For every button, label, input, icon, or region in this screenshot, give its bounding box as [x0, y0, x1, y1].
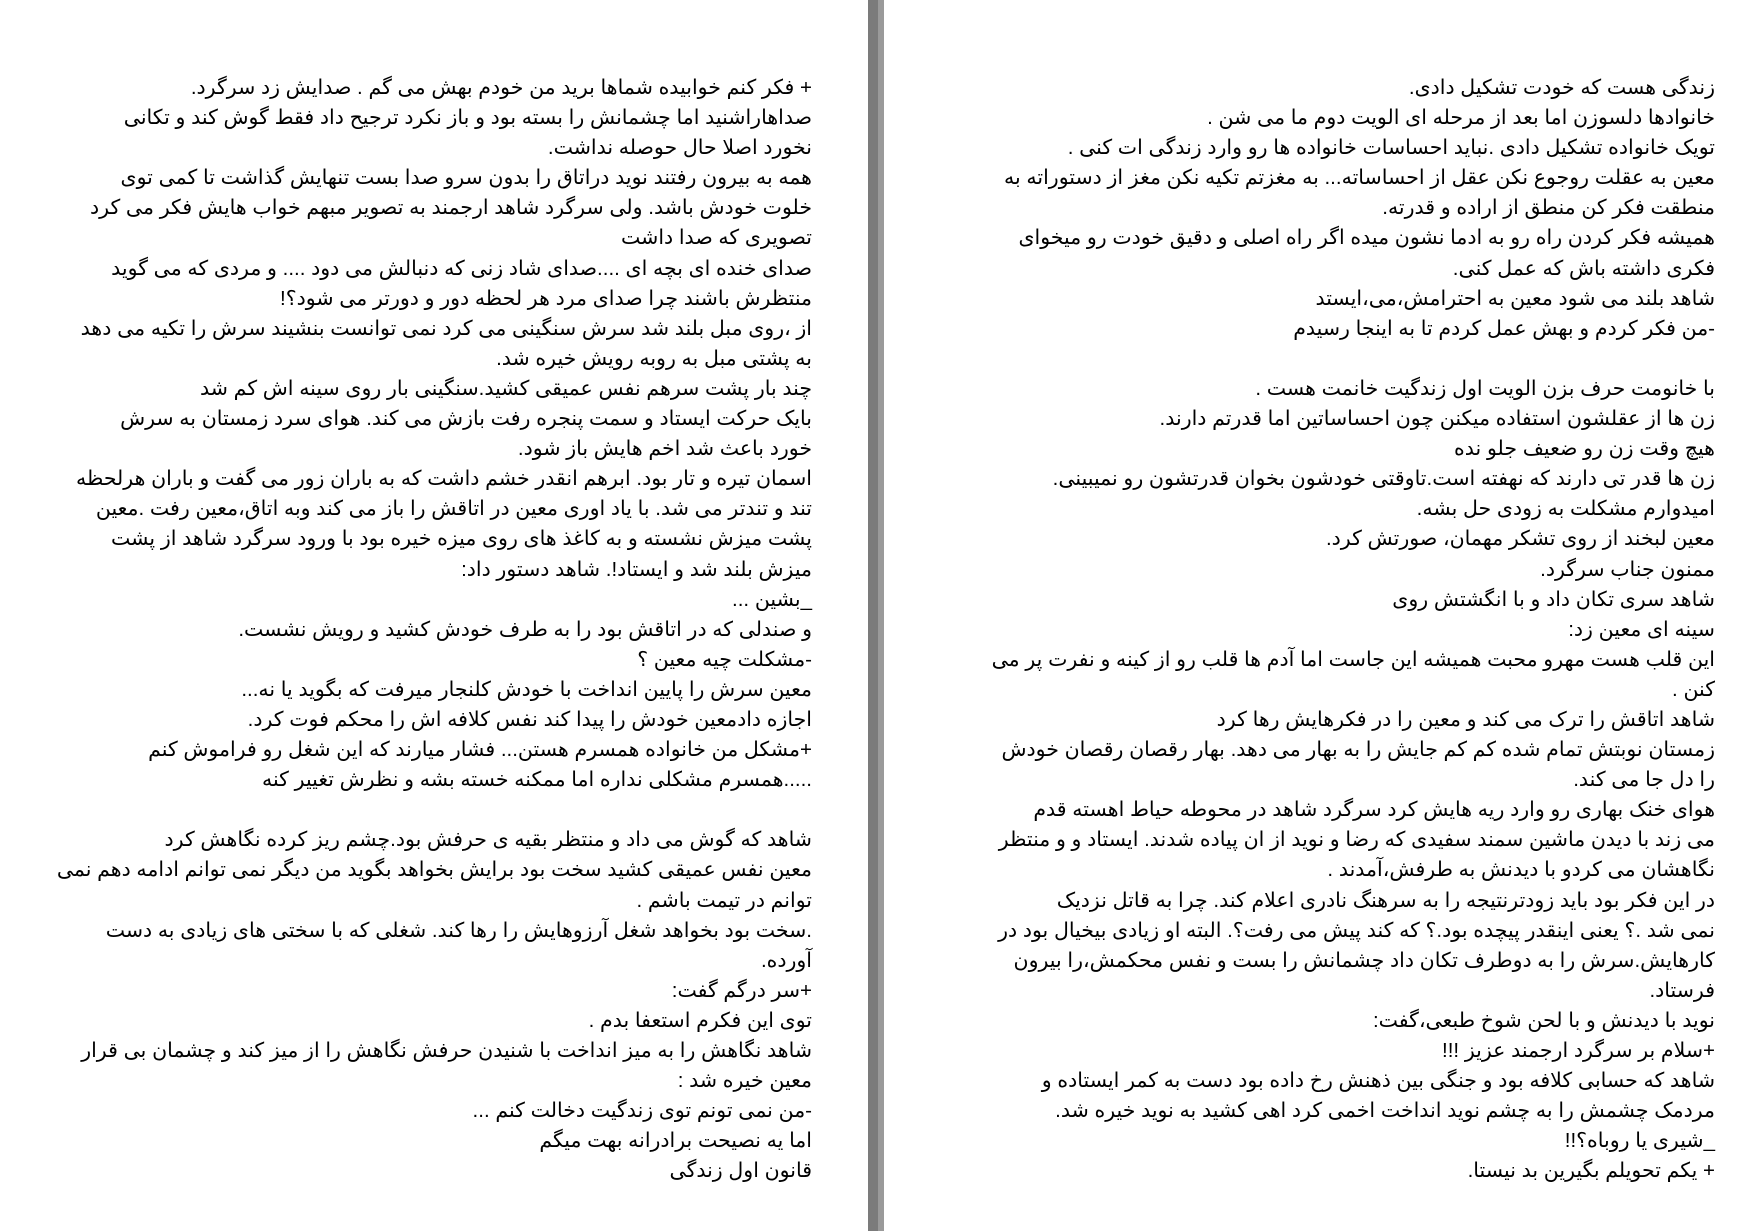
text-line: اسمان تیره و تار بود. ابرهم انقدر خشم داشت که به باران زور می گفت و باران هرلحظه — [76, 467, 812, 491]
text-line: زن ها از عقلشون استفاده میکنن چون احساساتین اما قدرتم دارند. — [1159, 407, 1715, 431]
text-line: شاهد نگاهش را به میز انداخت با شنیدن حرفش نگاهش را از میز کند و چشمان بی قرار — [81, 1039, 812, 1062]
text-line: هوای خنک بهاری رو وارد ریه هایش کرد سرگرد شاهد در محوطه حیاط اهسته قدم — [1033, 798, 1715, 822]
text-line: ممنون جناب سرگرد. — [1540, 557, 1715, 581]
text-line: به پشتی مبل به روبه رویش خیره شد. — [496, 346, 812, 370]
text-line: نمی شد .؟ یعنی اینقدر پیچده بود.؟ که کند پیش می رفت؟. البته او زیادی بیخیال بود در — [998, 918, 1715, 942]
text-line: و صندلی که در اتاقش بود را به طرف خودش کشید و رویش نشست. — [238, 617, 812, 641]
text-line: توانم در تیمت باشم . — [636, 888, 812, 912]
text-line: معین لبخند از روی تشکر مهمان، صورتش کرد. — [1325, 527, 1715, 551]
text-line: نگاهشان می کردو با دیدنش به طرفش،آمدند . — [1327, 858, 1715, 882]
text-line: نخورد اصلا حال حوصله نداشت. — [547, 136, 812, 160]
text-line: شاهد اتاقش را ترک می کند و معین را در فکرهایش رها کرد — [1216, 707, 1715, 731]
text-line: آورده. — [760, 948, 812, 972]
text-line: تند و تندتر می شد. با یاد اوری معین در اتاقش را باز می کند وبه اتاق،معین رفت .معین — [95, 497, 812, 521]
text-line: صدای خنده ای بچه ای ....صدای شاد زنی که دنبالش می دود .... و مردی که می گوید — [111, 256, 812, 280]
text-line: مردمک چشمش را به چشم نوید انداخت اخمی کرد اهی کشید به نوید خیره شد. — [1055, 1099, 1715, 1123]
text-line: زن ها قدر تی دارند که نهفته است.تاوقتی خودشون بخوان قدرتشون رو نمیبینی. — [1052, 467, 1715, 491]
text-line: خانوادها دلسوزن اما بعد از مرحله ای الویت دوم ما می شن . — [1207, 106, 1715, 130]
text-line: شاهد بلند می شود معین به احترامش،می،ایستد — [1315, 286, 1715, 310]
text-line: .....همسرم مشکلی نداره اما ممکنه خسته بشه و نظرش تغییر کنه — [262, 768, 812, 792]
text-line: خلوت خودش باشد. ولی سرگرد شاهد ارجمند به تصویر مبهم خواب هایش فکر می کرد — [90, 196, 812, 220]
text-line: بایک حرکت ایستاد و سمت پنجره رفت بازش می کند. هوای سرد زمستان به سرش — [120, 407, 812, 431]
text-line: می زند با دیدن ماشین سمند سفیدی که رضا و نوید از ان پیاده شدند. ایستاد و و منتظر — [998, 828, 1715, 852]
text-line: سینه ای معین زد: — [1568, 617, 1715, 641]
text-line: شاهد که گوش می داد و منتظر بقیه ی حرفش بود.چشم ریز کرده نگاهش کرد — [164, 828, 812, 852]
text-line: هیچ وقت زن رو ضعیف جلو نده — [1454, 437, 1715, 461]
left-page — [0, 0, 868, 1231]
text-line: صداهارا‌شنید اما چشمانش را بسته بود و باز نکرد ترجیح داد فقط گوش کند و تکانی — [123, 106, 812, 130]
text-line: نوید با دیدنش و با لحن شوخ طبعی،گفت: — [1372, 1008, 1715, 1032]
text-line: +سلام بر سرگرد ارجمند عزیز !!! — [1442, 1039, 1715, 1062]
text-line: -من نمی تونم توی زندگیت دخالت کنم ... — [472, 1099, 812, 1123]
text-line: _بشین ... — [732, 587, 812, 611]
text-line: با خانومت حرف بزن الویت اول زندگیت خانمت هست . — [1255, 376, 1715, 400]
text-line: خورد باعث شد اخم هایش باز شود. — [517, 437, 812, 461]
text-line: چند بار پشت سرهم نفس عمیقی کشید.سنگینی بار روی سینه اش کم شد — [200, 376, 812, 400]
right-page — [884, 0, 1753, 1231]
text-line: همه به بیرون رفتند نوید دراتاق را بدون سرو صدا بست تنهایش گذاشت تا کمی توی — [120, 166, 812, 190]
text-line: منتظرش باشند چرا صدای مرد هر لحظه دور و دورتر می شود؟! — [280, 286, 812, 310]
text-line: فرستاد. — [1649, 978, 1715, 1002]
text-line: معین خیره شد : — [677, 1069, 812, 1093]
text-line: شاهد که حسابی کلافه بود و جنگی بین ذهنش رخ داده بود دست به کمر ایستاده و — [1041, 1069, 1715, 1093]
text-line: تصویری که صدا داشت — [621, 226, 812, 250]
text-line: کارهایش.سرش را به دوطرف تکان داد چشمانش را بست و نفس محکمش،را بیرون — [1013, 948, 1715, 972]
text-line: کنن . — [1672, 677, 1715, 701]
text-line: اما یه نصیحت برادرانه بهت میگم — [539, 1129, 812, 1153]
text-line — [959, 344, 1715, 374]
text-line: معین به عقلت روجوع نکن عقل از احساساته... به مغزتم تکیه نکن مغز از دستوراته به — [1004, 166, 1715, 190]
text-line: -مشکلت چیه معین ؟ — [637, 647, 812, 671]
text-line: از ،روی مبل بلند شد سرش سنگینی می کرد نمی توانست بنشیند سرش را تکیه می دهد — [80, 316, 812, 340]
text-line: + یکم تحویلم بگیرین بد نیستا. — [1467, 1159, 1715, 1183]
text-line: _شیری یا روباه؟!! — [1564, 1129, 1715, 1153]
text-line: میزش بلند شد و ایستاد!. شاهد دستور داد: — [461, 557, 812, 581]
text-line: منطقت فکر کن منطق از اراده و قدرته. — [1382, 196, 1715, 220]
text-line: معین سرش را پایین انداخت با خودش کلنجار میرفت که بگوید یا نه... — [241, 677, 812, 701]
text-line: زندگی هست که خودت تشکیل دادی. — [1408, 76, 1715, 99]
text-line: فکری داشته باش که عمل کنی. — [1452, 256, 1715, 280]
text-line: شاهد سری تکان داد و با انگشتش روی — [1392, 587, 1715, 611]
text-line: را دل جا می کند. — [1573, 768, 1715, 792]
text-line: این قلب هست مهرو محبت همیشه این جاست اما آدم ها قلب رو از کینه و نفرت پر می — [991, 647, 1715, 671]
text-line: همیشه فکر کردن راه رو به ادما نشون میده اگر راه اصلی و دقیق خودت رو میخوای — [1018, 226, 1715, 250]
text-line: پشت میزش نشسته و به کاغذ های روی میزه خیره بود با ورود سرگرد شاهد از پشت — [111, 527, 812, 551]
text-line: زمستان نوبتش تمام شده کم کم جایش را به بهار می دهد. بهار رقصان رقصان خودش — [1001, 738, 1715, 762]
text-line: +مشکل من خانواده همسرم هستن... فشار میارند که این شغل رو فراموش کنم — [148, 738, 812, 762]
text-line: امیدوارم مشکلت به زودی حل بشه. — [1416, 497, 1715, 521]
text-line: معین نفس عمیقی کشید سخت بود برایش بخواهد بگوید من دیگر نمی توانم ادامه دهم نمی — [56, 858, 812, 882]
text-line: +سر درگم گفت: — [671, 978, 812, 1002]
text-line: تویک خانواده تشکیل دادی .نباید احساسات خانواده ها رو وارد زندگی ات کنی . — [1067, 136, 1715, 160]
right-page-text — [959, 73, 1715, 1186]
text-line: اجازه دادمعین خودش را پیدا کند نفس کلافه اش را محکم فوت کرد. — [247, 707, 812, 731]
text-line: + فکر کنم خوابیده شماها برید من خودم بهش می گم . صدایش زد سرگرد. — [190, 76, 812, 99]
text-line — [50, 795, 812, 825]
text-line: در این فکر بود باید زودترنتیجه را به سرهنگ نادری اعلام کند. چرا به قاتل نزدیک — [1056, 888, 1715, 912]
left-page-text — [50, 73, 812, 1186]
text-line: قانون اول زندگی — [669, 1159, 812, 1183]
text-line: توی این فکرم استعفا بدم . — [588, 1008, 812, 1032]
text-line: -من فکر کردم و بهش عمل کردم تا به اینجا رسیدم — [1293, 316, 1715, 340]
text-line: .سخت بود بخواهد شغل آرزوهایش را رها کند. شغلی که با سختی های زیادی به دست — [105, 918, 812, 942]
